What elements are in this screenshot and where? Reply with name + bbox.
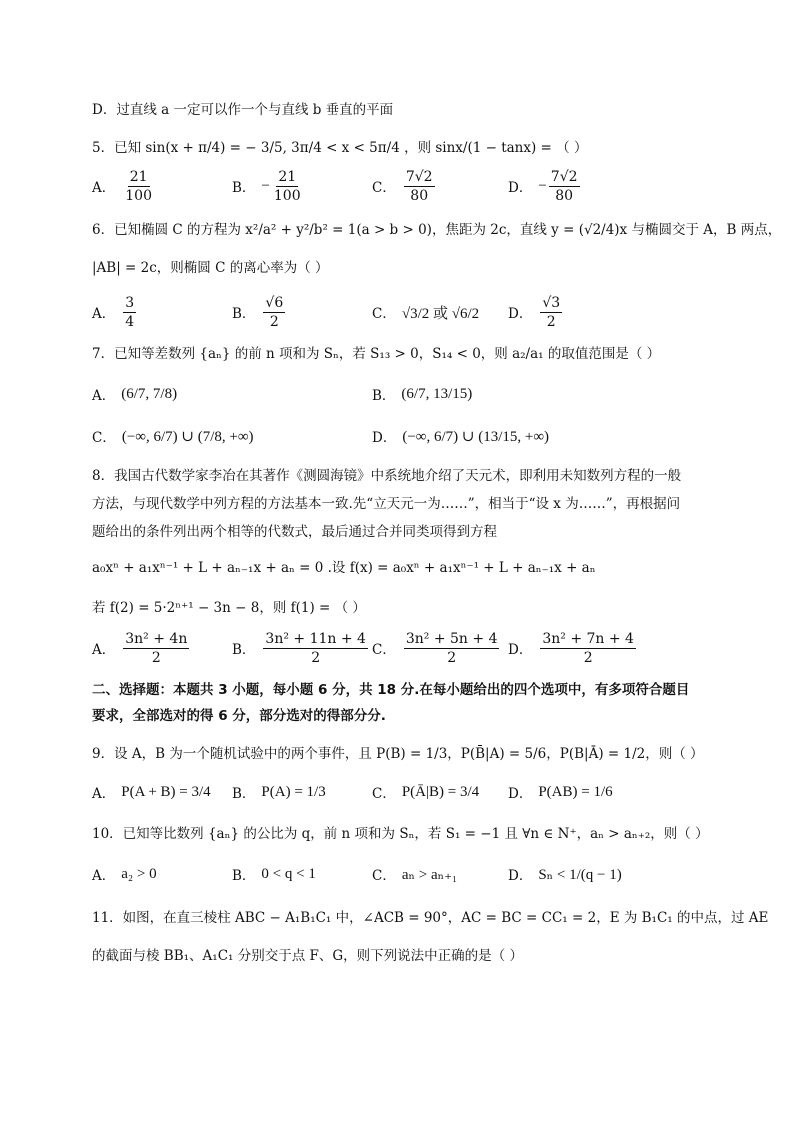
denominator: 80: [555, 187, 574, 204]
option-fraction: [549, 168, 580, 205]
denominator: 100: [125, 187, 152, 204]
option-label: D．: [508, 180, 533, 196]
option-fraction: [404, 168, 435, 205]
option-text: P(Ā|B) = 3/4: [401, 783, 480, 800]
option-text: (6/7, 7/8): [121, 385, 178, 402]
question-8: 8．我国古代数学家李冶在其著作《测圆海镜》中系统地介绍了天元术，即利用未知数列方程的一般: [92, 468, 682, 484]
q7-options-row1: [92, 372, 712, 416]
section-2-heading: 二、选择题：本题共 3 小题，每小题 6 分，共 18 分.在每小题给出的四个选项中，有多项符合题目: [92, 682, 690, 698]
option-fraction: [540, 630, 636, 667]
q10-option-b: [232, 852, 316, 896]
option-text: P(A + B) = 3/4: [121, 783, 211, 800]
option-label: C．: [372, 180, 396, 196]
option-fraction: [272, 168, 303, 205]
q6-options: [92, 290, 712, 334]
question-5: 5．已知 sin(x + π/4) = − 3/5, 3π/4 < x < 5π/4 ，则 sinx/(1 − tanx) = （ ）: [92, 140, 588, 156]
option-fraction: [404, 630, 500, 667]
numerator: 3n² + 11n + 4: [265, 630, 366, 647]
question-9: 9．设 A，B 为一个随机试验中的两个事件，且 P(B) = 1/3，P(B̄|A) = 5/6，P(B|Ā) = 1/2，则（ ）: [92, 746, 704, 762]
numerator: 3: [125, 294, 135, 311]
section-2-heading-cont: 要求，全部选对的得 6 分，部分选对的得部分分.: [92, 708, 386, 724]
option-label: A．: [92, 868, 116, 884]
option-fraction: [123, 294, 136, 331]
option-label: D．: [372, 430, 397, 446]
numerator: 3n² + 4n: [125, 630, 188, 647]
q6-option-a: [92, 290, 138, 334]
q8-option-a: [92, 626, 191, 670]
q5-option-a: [92, 164, 156, 208]
q6-option-b: [232, 290, 287, 334]
q8-option-c: [372, 626, 501, 670]
denominator: 2: [546, 313, 556, 330]
numerator: 7√2: [405, 168, 433, 185]
numerator: √3: [542, 294, 561, 311]
q6-option-c: [372, 290, 479, 334]
option-fraction: [123, 630, 189, 667]
option-label: A．: [92, 306, 116, 322]
option-text: (−∞, 6/7) ∪ (7/8, +∞): [121, 428, 254, 445]
q10-option-c: [372, 852, 457, 896]
question-11-cont: 的截面与棱 BB₁、A₁C₁ 分别交于点 F、G，则下列说法中正确的是（ ）: [92, 948, 523, 964]
question-11: 11．如图，在直三棱柱 ABC − A₁B₁C₁ 中，∠ACB = 90°，AC = BC = CC₁ = 2，E 为 B₁C₁ 的中点，过 AE: [92, 910, 769, 926]
option-fraction: [263, 630, 368, 667]
denominator: 2: [151, 649, 161, 666]
q9-option-c: [372, 770, 479, 814]
option-text: P(A) = 1/3: [261, 783, 326, 800]
option-label: A．: [92, 388, 116, 404]
denominator: 2: [583, 649, 593, 666]
numerator: 3n² + 5n + 4: [405, 630, 498, 647]
q4-option-d: D．过直线 a 一定可以作一个与直线 b 垂直的平面: [92, 102, 394, 118]
option-label: B．: [372, 388, 396, 404]
option-label: C．: [372, 642, 396, 658]
option-label: C．: [372, 868, 396, 884]
option-label: B．: [232, 868, 256, 884]
numerator: 7√2: [550, 168, 578, 185]
denominator: 80: [410, 187, 429, 204]
q7-options-row2: [92, 414, 712, 458]
option-fraction: [540, 294, 562, 331]
q5-option-b: [232, 164, 305, 208]
option-label: A．: [92, 642, 116, 658]
numerator: 21: [278, 168, 297, 185]
option-label: D．: [508, 786, 533, 802]
numerator: √6: [265, 294, 284, 311]
option-text: aₙ > aₙ₊₁: [401, 866, 458, 883]
option-fraction: [123, 168, 154, 205]
option-text: (−∞, 6/7) ∪ (13/15, +∞): [402, 428, 550, 445]
question-8-line2: 方法，与现代数学中列方程的方法基本一致.先“立天元一为……”，相当于“设 x 为……”，再根据问: [92, 496, 681, 512]
option-text: a₂ > 0: [121, 865, 157, 882]
q9-option-b: [232, 770, 326, 814]
q7-option-d: [372, 414, 549, 458]
option-label: B．: [232, 306, 256, 322]
q9-options: [92, 770, 712, 814]
option-label: C．: [372, 306, 396, 322]
q8-option-d: [508, 626, 638, 670]
option-text: P(AB) = 1/6: [538, 783, 613, 800]
question-8-line3: 题给出的条件列出两个相等的代数式，最后通过合并同类项得到方程: [92, 524, 497, 540]
option-label: C．: [92, 430, 116, 446]
option-sign: −: [261, 177, 270, 194]
question-8-equation: a₀xⁿ + a₁xⁿ⁻¹ + L + aₙ₋₁x + aₙ = 0 .设 f(x) = a₀xⁿ + a₁xⁿ⁻¹ + L + aₙ₋₁x + aₙ: [92, 560, 596, 576]
option-label: A．: [92, 786, 116, 802]
q5-option-c: [372, 164, 437, 208]
option-sign: −: [538, 177, 547, 194]
q7-option-b: [372, 372, 472, 416]
q5-options: [92, 164, 712, 208]
question-7: 7．已知等差数列 {aₙ} 的前 n 项和为 Sₙ，若 S₁₃ > 0，S₁₄ < 0，则 a₂/a₁ 的取值范围是（ ）: [92, 346, 661, 362]
option-label: D．: [508, 868, 533, 884]
denominator: 4: [125, 313, 135, 330]
option-label: B．: [232, 180, 256, 196]
q9-option-d: [508, 770, 613, 814]
q9-option-a: [92, 770, 211, 814]
option-text: Sₙ < 1/(q − 1): [538, 866, 622, 883]
q10-option-a: [92, 852, 157, 896]
denominator: 100: [273, 187, 301, 204]
option-label: B．: [232, 786, 256, 802]
q5-option-d: [508, 164, 582, 208]
option-label: C．: [372, 786, 396, 802]
option-label: A．: [92, 180, 116, 196]
q10-option-d: [508, 852, 622, 896]
question-8-line5: 若 f(2) = 5·2ⁿ⁺¹ − 3n − 8，则 f(1) = （ ）: [92, 600, 366, 616]
question-6-cont: |AB| = 2c，则椭圆 C 的离心率为（ ）: [92, 260, 329, 276]
numerator: 21: [129, 168, 148, 185]
option-text: 0 < q < 1: [261, 865, 316, 882]
q7-option-c: [92, 414, 254, 458]
question-6: 6．已知椭圆 C 的方程为 x²/a² + y²/b² = 1(a > b > 0)，焦距为 2c，直线 y = (√2/4)x 与椭圆交于 A，B 两点，: [92, 222, 782, 238]
q8-option-b: [232, 626, 370, 670]
option-label: B．: [232, 642, 256, 658]
q6-option-d: [508, 290, 564, 334]
q8-options: [92, 626, 712, 670]
q7-option-a: [92, 372, 177, 416]
option-text: √3/2 或 √6/2: [401, 305, 480, 322]
option-label: D．: [508, 306, 533, 322]
option-fraction: [263, 294, 285, 331]
q10-options: [92, 852, 712, 896]
denominator: 2: [269, 313, 279, 330]
option-text: (6/7, 13/15): [401, 385, 473, 402]
numerator: 3n² + 7n + 4: [542, 630, 634, 647]
option-label: D．: [508, 642, 533, 658]
denominator: 2: [447, 649, 457, 666]
question-10: 10．已知等比数列 {aₙ} 的公比为 q，前 n 项和为 Sₙ，若 S₁ = −1 且 ∀n ∈ N⁺，aₙ > aₙ₊₂，则（ ）: [92, 826, 709, 842]
denominator: 2: [311, 649, 321, 666]
